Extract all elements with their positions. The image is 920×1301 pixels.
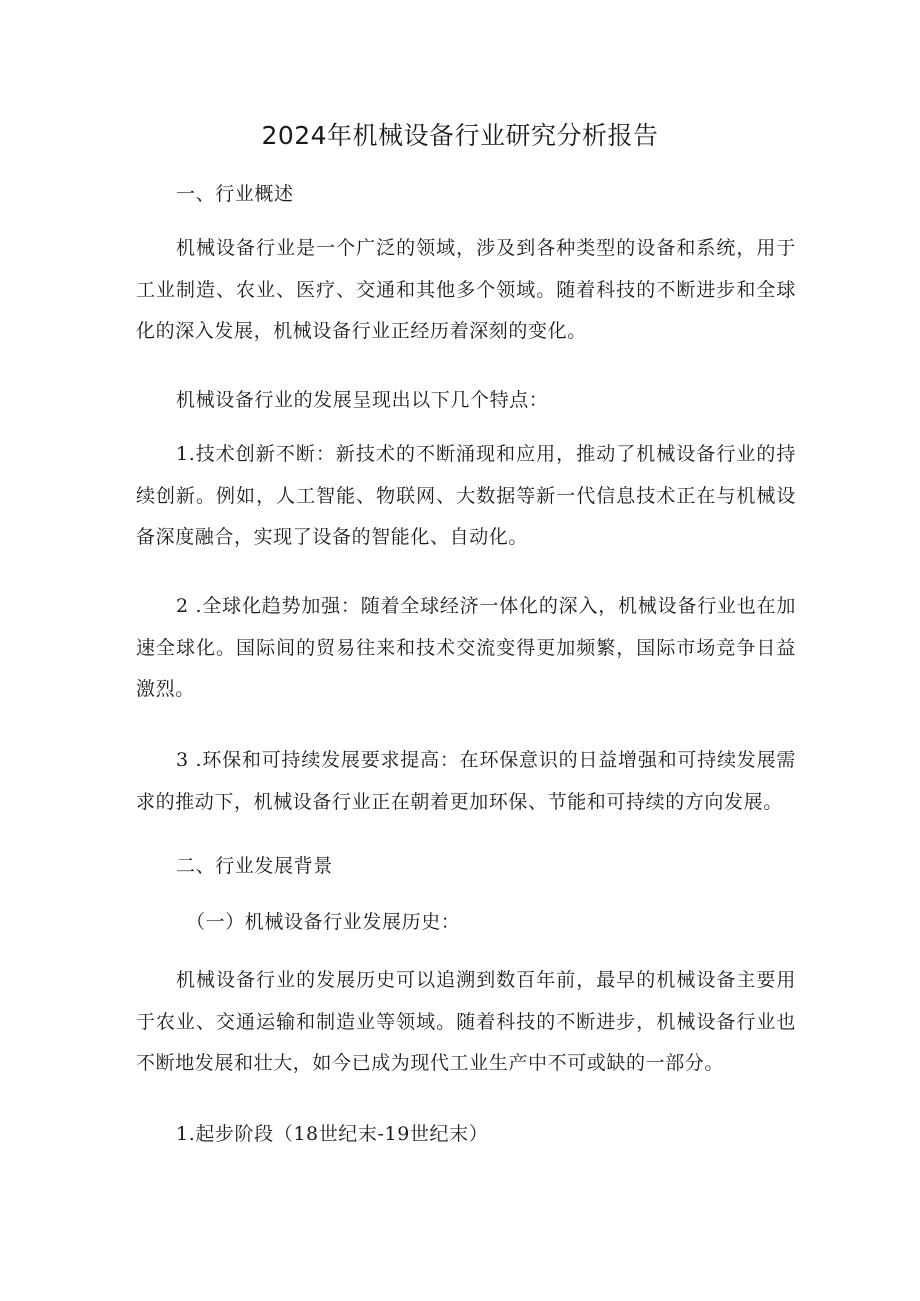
paragraph-feature-1: 1.技术创新不断：新技术的不断涌现和应用，推动了机械设备行业的持续创新。例如，人工智能、物联网、大数据等新一代信息技术正在与机械设备深度融合，实现了设备的智能化、自动化。 <box>136 443 796 548</box>
paragraph-feature-3: 3 .环保和可持续发展要求提高：在环保意识的日益增强和可持续发展需求的推动下，机械设备行业正在朝着更加环保、节能和可持续的方向发展。 <box>136 749 796 813</box>
paragraph-feature-2: 2 .全球化趋势加强：随着全球经济一体化的深入，机械设备行业也在加速全球化。国际间的贸易往来和技术交流变得更加频繁，国际市场竞争日益激烈。 <box>136 595 796 700</box>
section-heading-background: 二、行业发展背景 <box>176 855 333 877</box>
paragraph-history: 机械设备行业的发展历史可以追溯到数百年前，最早的机械设备主要用于农业、交通运输和制造业等领域。随着科技的不断进步，机械设备行业也不断地发展和壮大，如今已成为现代工业生产中不可或缺的一部分。 <box>136 969 796 1074</box>
document-title: 2024年机械设备行业研究分析报告 <box>261 121 659 150</box>
stage-heading-start: 1.起步阶段（18世纪末-19世纪末） <box>176 1123 489 1145</box>
paragraph-overview-intro: 机械设备行业是一个广泛的领域，涉及到各种类型的设备和系统，用于工业制造、农业、医疗、交通和其他多个领域。随着科技的不断进步和全球化的深入发展，机械设备行业正经历着深刻的变化。 <box>136 237 796 342</box>
section-heading-overview: 一、行业概述 <box>176 183 294 205</box>
paragraph-features-lead: 机械设备行业的发展呈现出以下几个特点： <box>176 389 549 411</box>
subsection-heading-history: （一）机械设备行业发展历史： <box>186 911 461 933</box>
